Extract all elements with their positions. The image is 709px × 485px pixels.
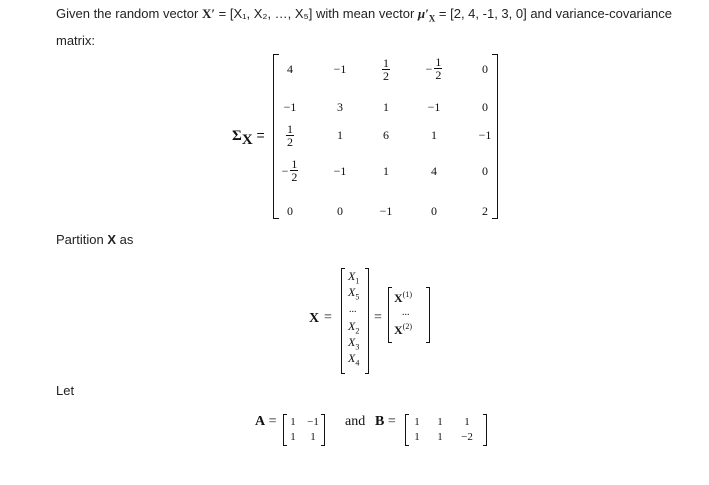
- partitioned-x: [388, 287, 433, 343]
- matrix-cell: −1: [283, 100, 297, 114]
- matrix-cell: 4: [287, 62, 293, 76]
- matrix-cell: 0: [482, 164, 488, 178]
- matrix-cell: $\frac{1}{2}$: [383, 56, 389, 83]
- matrix-cell: −1: [333, 62, 347, 76]
- a-cell: −1: [307, 416, 319, 428]
- b-cell: 1: [464, 416, 470, 428]
- b-label: B =: [375, 414, 396, 429]
- matrix-a: [283, 412, 329, 446]
- sigma-subscript: X: [241, 131, 253, 148]
- mu-symbol: μ′: [417, 6, 429, 21]
- b-cell: −2: [461, 431, 473, 443]
- xpart-bracket-right: [426, 287, 430, 343]
- matrix-cell: 1: [337, 128, 343, 142]
- a-cell: 1: [290, 431, 296, 443]
- matrix-cell: 0: [337, 204, 343, 218]
- matrix-cell: 4: [431, 164, 437, 178]
- sigma-equals: =: [256, 127, 265, 143]
- x-part-2: $X^{(2)}$: [394, 322, 412, 337]
- let-text: Let: [56, 383, 75, 398]
- mu-subscript: X: [428, 13, 436, 24]
- matrix-cell: 2: [482, 204, 488, 218]
- problem-intro: [56, 3, 696, 52]
- matrix-cell: −1: [333, 164, 347, 178]
- matrix-cell: −1: [427, 100, 441, 114]
- matrix-cell: 1: [431, 128, 437, 142]
- x-part-1: $X^{(1)}$: [394, 290, 412, 305]
- x-item-4: $X_4$: [348, 351, 360, 368]
- reordered-x-vector: [341, 262, 371, 370]
- partition-text: [56, 232, 133, 247]
- partition-label: Partition: [56, 232, 108, 247]
- b-cell: 1: [414, 416, 420, 428]
- sigma-label: [232, 127, 265, 149]
- x-equals: =: [324, 310, 332, 325]
- b-cell: 1: [414, 431, 420, 443]
- a-cell: 1: [310, 431, 316, 443]
- mean-vector-values: = [2, 4, -1, 3, 0] and variance-covariance: [435, 6, 672, 21]
- and-text: and: [345, 414, 366, 429]
- x-bracket-right: [365, 268, 369, 374]
- matrix-b: [405, 412, 491, 446]
- b-cell: 1: [437, 431, 443, 443]
- matrix-cell: 6: [383, 128, 389, 142]
- x-vector-label: X: [309, 311, 320, 326]
- x-partition-dots: ...: [349, 304, 357, 315]
- x-bracket-left: [341, 268, 345, 374]
- matrix-cell: 1: [383, 100, 389, 114]
- partition-as: as: [115, 232, 134, 247]
- x-transpose: X′: [201, 6, 216, 21]
- matrix-cell: −1: [379, 204, 393, 218]
- a-label: A =: [255, 414, 277, 429]
- vector-definition: = [X₁, X₂, …, X₅] with mean vector: [215, 6, 418, 21]
- matrix-cell: 1: [383, 164, 389, 178]
- xpart-bracket-left: [388, 287, 392, 343]
- partition-x: X: [107, 232, 116, 247]
- matrix-cell: $\frac{1}{2}$: [287, 122, 293, 149]
- x-item-3: $X_3$: [348, 335, 360, 352]
- x-item-5: $X_5$: [348, 285, 360, 302]
- xpart-dots: ...: [402, 307, 410, 318]
- intro-line2: matrix:: [56, 32, 95, 48]
- matrix-cell: − $\frac{1}{2}$: [281, 157, 298, 184]
- a-cell: 1: [290, 416, 296, 428]
- b-bracket-right: [483, 414, 487, 446]
- intro-text: Given the random vector: [56, 6, 202, 21]
- matrix-cell: 0: [287, 204, 293, 218]
- x-item-2: $X_2$: [348, 319, 360, 336]
- x-equals-2: =: [374, 310, 382, 325]
- x-item-1: $X_1$: [348, 269, 360, 286]
- matrix-cell: 3: [337, 100, 343, 114]
- matrix-cell: 0: [482, 100, 488, 114]
- sigma-symbol: Σ: [232, 128, 242, 144]
- matrix-cell: 0: [431, 204, 437, 218]
- matrix-cell: − $\frac{1}{2}$: [425, 55, 442, 82]
- matrix-cell: −1: [478, 128, 492, 142]
- b-cell: 1: [437, 416, 443, 428]
- matrix-cell: 0: [482, 62, 488, 76]
